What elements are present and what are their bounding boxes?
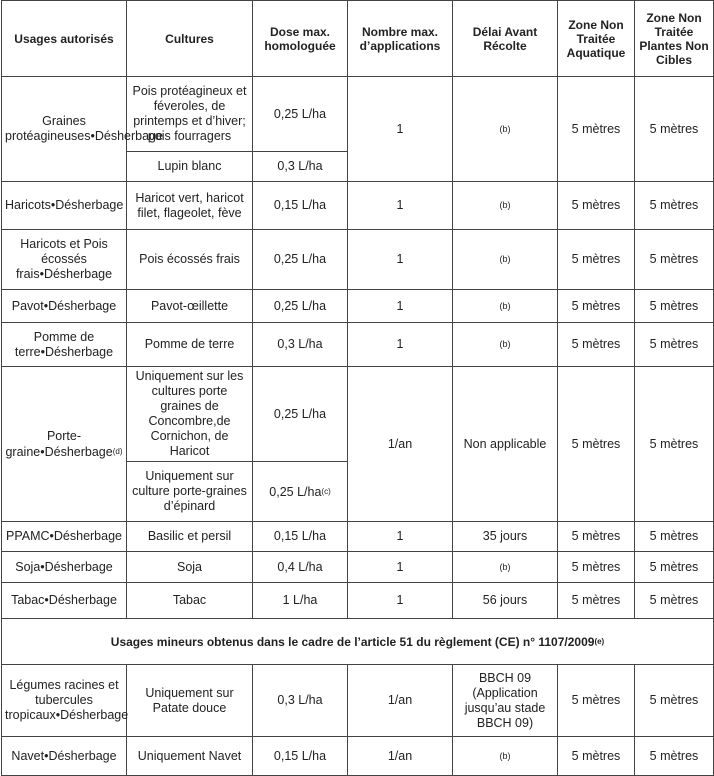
delai-cell: (b) — [453, 323, 558, 367]
table-row — [2, 230, 714, 290]
znt-plantes-cell: 5 mètres — [635, 323, 714, 367]
usage-cell: Pomme de terre•Désherbage — [2, 323, 127, 367]
header-cultures: Cultures — [127, 1, 253, 77]
culture-cell: Haricot vert, haricot filet, flageolet, fève — [127, 182, 253, 230]
usage-cell: Graines protéagineuses•Désherbage — [2, 77, 127, 182]
znt-plantes-cell: 5 mètres — [635, 290, 714, 323]
znt-aquatique-cell: 5 mètres — [558, 552, 635, 583]
znt-aquatique-cell: 5 mètres — [558, 522, 635, 552]
znt-plantes-cell: 5 mètres — [635, 230, 714, 290]
table-row — [2, 737, 714, 776]
header-nombre: Nombre max. d’applications — [348, 1, 453, 77]
dose-text: 0,25 L/ha — [269, 484, 322, 499]
znt-aquatique-cell: 5 mètres — [558, 323, 635, 367]
dose-cell: 0,15 L/ha — [253, 737, 348, 776]
znt-plantes-cell: 5 mètres — [635, 77, 714, 182]
dose-cell: 0,25 L/ha — [253, 367, 348, 462]
nombre-cell: 1 — [348, 230, 453, 290]
culture-cell: Uniquement sur Patate douce — [127, 665, 253, 737]
delai-cell: (b) — [453, 77, 558, 182]
table-row — [2, 552, 714, 583]
header-usage: Usages autorisés — [2, 1, 127, 77]
header-delai: Délai Avant Récolte — [453, 1, 558, 77]
dose-cell: 0,3 L/ha — [253, 152, 348, 182]
culture-cell: Tabac — [127, 583, 253, 619]
znt-aquatique-cell: 5 mètres — [558, 665, 635, 737]
table-row — [2, 665, 714, 737]
usage-cell: PPAMC•Désherbage — [2, 522, 127, 552]
culture-cell: Pois écossés frais — [127, 230, 253, 290]
culture-cell: Lupin blanc — [127, 152, 253, 182]
delai-cell: (b) — [453, 182, 558, 230]
nombre-cell: 1 — [348, 522, 453, 552]
dose-cell: 1 L/ha — [253, 583, 348, 619]
dose-cell: 0,15 L/ha — [253, 182, 348, 230]
usage-cell: Navet•Désherbage — [2, 737, 127, 776]
usage-cell: Haricots•Désherbage — [2, 182, 127, 230]
header-znt-aquatique: Zone Non Traitée Aquatique — [558, 1, 635, 77]
znt-aquatique-cell: 5 mètres — [558, 290, 635, 323]
znt-plantes-cell: 5 mètres — [635, 552, 714, 583]
usage-cell: Légumes racines et tubercules tropicaux•Désherbage — [2, 665, 127, 737]
delai-cell: (b) — [453, 290, 558, 323]
table-row — [2, 182, 714, 230]
culture-cell: Soja — [127, 552, 253, 583]
nombre-cell: 1 — [348, 323, 453, 367]
znt-aquatique-cell: 5 mètres — [558, 367, 635, 522]
delai-cell: 56 jours — [453, 583, 558, 619]
header-dose: Dose max. homologuée — [253, 1, 348, 77]
header-znt-plantes: Zone Non Traitée Plantes Non Cibles — [635, 1, 714, 77]
nombre-cell: 1/an — [348, 737, 453, 776]
usage-cell: Pavot•Désherbage — [2, 290, 127, 323]
table-row — [2, 583, 714, 619]
section-row — [2, 619, 714, 665]
nombre-cell: 1/an — [348, 367, 453, 522]
dose-cell: 0,3 L/ha — [253, 665, 348, 737]
nombre-cell: 1 — [348, 182, 453, 230]
table-row — [2, 77, 714, 152]
usage-text: Porte-graine•Désherbage — [5, 428, 113, 459]
nombre-cell: 1 — [348, 290, 453, 323]
section-title-cell — [2, 619, 714, 665]
usage-cell: Haricots et Pois écossés frais•Désherbage — [2, 230, 127, 290]
usage-cell: Soja•Désherbage — [2, 552, 127, 583]
znt-aquatique-cell: 5 mètres — [558, 182, 635, 230]
usage-table — [1, 0, 714, 776]
footnote-marker: (e) — [594, 636, 605, 646]
table-row — [2, 522, 714, 552]
znt-plantes-cell: 5 mètres — [635, 522, 714, 552]
usage-cell: Tabac•Désherbage — [2, 583, 127, 619]
header-row — [2, 1, 714, 77]
znt-aquatique-cell: 5 mètres — [558, 77, 635, 182]
dose-cell: 0,25 L/ha — [253, 230, 348, 290]
dose-cell — [253, 462, 348, 522]
dose-cell: 0,25 L/ha — [253, 77, 348, 152]
usage-cell — [2, 367, 127, 522]
znt-plantes-cell: 5 mètres — [635, 665, 714, 737]
nombre-cell: 1 — [348, 552, 453, 583]
table-row — [2, 323, 714, 367]
nombre-cell: 1 — [348, 583, 453, 619]
culture-cell: Uniquement Navet — [127, 737, 253, 776]
culture-cell: Pavot-œillette — [127, 290, 253, 323]
dose-cell: 0,25 L/ha — [253, 290, 348, 323]
znt-aquatique-cell: 5 mètres — [558, 230, 635, 290]
delai-cell: BBCH 09 (Application jusqu’au stade BBCH 09) — [453, 665, 558, 737]
delai-cell: (b) — [453, 230, 558, 290]
znt-plantes-cell: 5 mètres — [635, 182, 714, 230]
table-row — [2, 367, 714, 462]
nombre-cell: 1/an — [348, 665, 453, 737]
culture-cell: Uniquement sur culture porte-graines d’épinard — [127, 462, 253, 522]
section-title: Usages mineurs obtenus dans le cadre de l’article 51 du règlement (CE) n° 1107/2009 — [110, 634, 595, 649]
culture-cell: Pois protéagineux et féveroles, de printemps et d’hiver; pois fourragers — [127, 77, 253, 152]
dose-cell: 0,3 L/ha — [253, 323, 348, 367]
footnote-marker: (c) — [321, 486, 331, 496]
delai-cell: (b) — [453, 552, 558, 583]
culture-cell: Uniquement sur les cultures porte graines de Concombre,de Cornichon, de Haricot — [127, 367, 253, 462]
footnote-marker: (d) — [112, 446, 123, 456]
delai-cell: 35 jours — [453, 522, 558, 552]
nombre-cell: 1 — [348, 77, 453, 182]
znt-plantes-cell: 5 mètres — [635, 737, 714, 776]
dose-cell: 0,15 L/ha — [253, 522, 348, 552]
znt-plantes-cell: 5 mètres — [635, 583, 714, 619]
table-row — [2, 290, 714, 323]
dose-cell: 0,4 L/ha — [253, 552, 348, 583]
znt-aquatique-cell: 5 mètres — [558, 583, 635, 619]
znt-aquatique-cell: 5 mètres — [558, 737, 635, 776]
culture-cell: Basilic et persil — [127, 522, 253, 552]
delai-cell: (b) — [453, 737, 558, 776]
delai-cell: Non applicable — [453, 367, 558, 522]
culture-cell: Pomme de terre — [127, 323, 253, 367]
znt-plantes-cell: 5 mètres — [635, 367, 714, 522]
